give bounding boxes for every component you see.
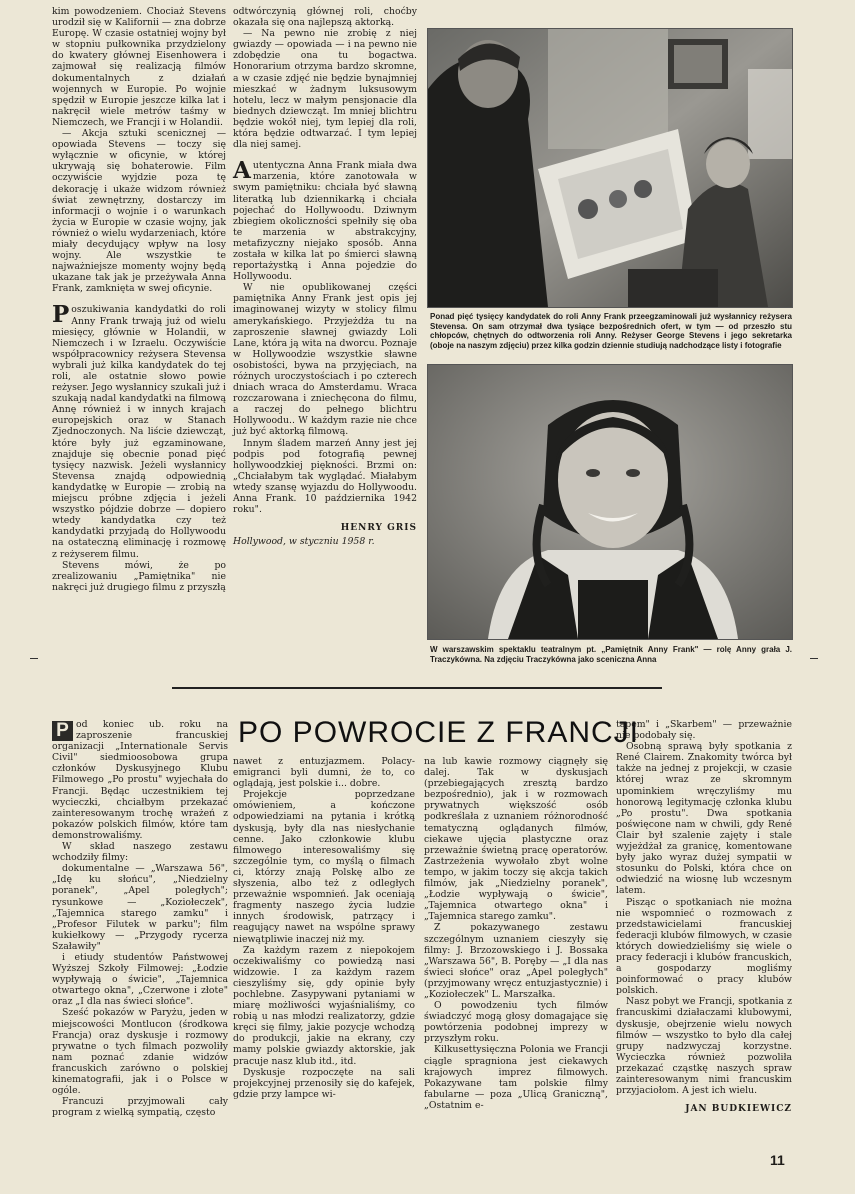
paragraph: tapem" i „Skarbem" — przeważnie nie podobały się. xyxy=(616,719,792,742)
dateline: Hollywood, w styczniu 1958 r. xyxy=(233,536,375,548)
photo-caption-1: Ponad pięć tysięcy kandydatek do roli Anny Frank przeegzaminowali już wysłannicy reżysera Stevensa. On sam otrzymał dwa tysiące bezpośrednich ofert, w tym — od przeszło stu chłopców, chętnych do odtworzenia roli Anny. Reżyser George Stevens i jego sekretarka (oboje na naszym zdjęciu) przez kilka godzin dziennie studiują nadchodzące listy i fotografie xyxy=(430,312,792,350)
photo-image xyxy=(428,29,792,307)
paragraph: na lub kawie rozmowy ciągnęły się dalej. Tak w dyskusjach (przebiegających zresztą bardzo bezpośrednio), jak i w rozmowach prywatnych większość osób podkreślała z uznaniem różnorodność tematyczną oglądanych filmów, ciekawe ujęcia plastyczne oraz przeważnie świetną pracę operatorów. Zastrzeżenia wywołało zbyt wolne tempo, w jakim toczy się akcja takich filmów, jak „Niedzielny poranek", „Łodzie wypływają o świcie", „Tajemnica otwartego okna" i „Tajemnica starego zamku". xyxy=(424,756,608,923)
photo-image xyxy=(428,365,792,639)
paragraph: Za każdym razem z niepokojem oczekiwaliśmy co powiedzą nasi widzowie. I za każdym razem cieszyliśmy się, gdy opinie były pochlebne. Zasypywani pytaniami w miarę możliwości wyjaśnialiśmy, co robią u nas młodzi realizatorzy, gdzie kręci się filmy, jakie pozycje wchodzą do produkcji, jakie na ekrany, czy mamy polskie gwiazdy aktorskie, jak pracuje nasz klub itd., itd. xyxy=(233,944,415,1067)
paragraph xyxy=(233,157,417,283)
paragraph: Osobną sprawą były spotkania z René Clairem. Znakomity twórca był także na jednej z projekcji, w czasie której wraz ze skromnym upominkiem wręczyliśmy mu honorową legitymację członka klubu „Po prostu". Dwa spotkania poświęcone nam w chwili, gdy René Clair był szalenie zajęty i stale wyjeżdżał za granicę, komentowane były jako wyraz dużej sympatii w stosunku do Polski, która chce on odwiedzić na wiosnę lub wczesnym latem. xyxy=(616,741,792,897)
drop-cap-box: P xyxy=(52,721,73,741)
paragraph: — Na pewno nie zrobię z niej gwiazdy — opowiada — i na pewno nie zdobędzie ona tu bogactwa. Honorarium otrzyma bardzo skromne, a w czasie zdjęć nie będzie bynajmniej mieszkać w żadnym luksusowym hotelu, lecz w małym pensjonacie dla biednych dziewcząt. Im mniej blichtru będzie wokół niej, tym lepiej dla roli, która będzie odtwarzać. I tym lepiej dla niej samej. xyxy=(233,28,417,151)
margin-tick xyxy=(30,658,38,659)
article1-column-2 xyxy=(233,6,417,547)
paragraph: W nie opublikowanej części pamiętnika Anny Frank jest opis jej imaginowanej wizyty w stolicy filmu amerykańskiego. Przyjeżdża tu na zaproszenie sławnej gwiazdy Loli Lane, która ją wita na dworcu. Poznaje w Hollywoodzie wszystkie sławne osobistości, bywa na przyjęciach, na różnych uroczystościach i po czterech dniach wraca do Amsterdamu. Wraca rozczarowana i zniechęcona do filmu, a raczej do pełnego blichtru Hollywoodu.. W każdym razie nie chce już być aktorką filmową. xyxy=(233,282,417,438)
author-signature: JAN BUDKIEWICZ xyxy=(685,1104,792,1115)
article2-column-1 xyxy=(52,719,228,1118)
paragraph xyxy=(52,719,228,841)
article1-column-1 xyxy=(52,6,226,593)
drop-cap: A xyxy=(233,157,251,185)
article2-column-2 xyxy=(233,756,415,1100)
author-signature: HENRY GRIS xyxy=(340,523,417,534)
paragraph: i etiudy studentów Państwowej Wyższej Szkoły Filmowej: „Łodzie wypływają o świcie", „Tajemnica otwartego okna", „Czerwone i złote" oraz „I dla nas świeci słońce". xyxy=(52,951,228,1008)
paragraph: nawet z entuzjazmem. Polacy-emigranci byli dumni, że to, co oglądają, jest polskie i... dobre. xyxy=(233,756,415,790)
section-divider xyxy=(172,687,662,689)
paragraph: Z pokazywanego zestawu szczególnym uznaniem cieszyły się filmy: J. Brzozowskiego i J. Bossaka „Warszawa 56", B. Poręby — „I dla nas świeci słońce" oraz „Apel poległych" (przyjmowany wręcz entuzjastycznie) i „Koziołeczek" L. Marszałka. xyxy=(424,922,608,1000)
paragraph: Kilkusettysięczna Polonia we Francji ciągle spragniona jest ciekawych krajowych imprez filmowych. Pokazywane tam polskie filmy fabularne — poza „Ulicą Graniczną", „Ostatnim e- xyxy=(424,1044,608,1111)
paragraph: W skład naszego zestawu wchodziły filmy: xyxy=(52,841,228,864)
photo-stevens-secretary xyxy=(427,28,793,308)
paragraph-text: od koniec ub. roku na zaproszenie francuskiej organizacji „Internationale Servis Civil" siedmioosobowa grupa członków Dyskusyjnego Klubu Filmowego „Po prostu" wyjechała do Francji. Będąc uczestnikiem tej wycieczki, chciałbym przekazać zainteresowanym trochę wrażeń z pokazów polskich filmów, które tam demonstrowaliśmy. xyxy=(52,719,228,841)
article2-column-3 xyxy=(424,756,608,1111)
paragraph: Dyskusje rozpoczęte na sali projekcyjnej przenosiły się do kafejek, gdzie przy lampce wi- xyxy=(233,1066,415,1100)
paragraph: — Akcja sztuki scenicznej — opowiada Stevens — toczy się wyłącznie w oficynie, w której ukrywają się bohaterowie. Film oczywiście wyjdzie poza tę dekorację i ukaże widzom również świat zewnętrzny, dostarczy im informacji o wojnie i o warunkach życia w Europie w czasie wojny, jak również o wielu wydarzeniach, które miały decydujący wpływ na losy wojny. Ale wszystkie te najważniejsze momenty wojny będą ukazane tak jak je przeżywała Anna Frank, zamknięta w swej oficynie. xyxy=(52,128,226,295)
paragraph-text: oszukiwania kandydatki do roli Anny Frank trwają już od wielu miesięcy, głównie w Holandii, w Niemczech i w Izraelu. Oczywiście współpracownicy reżysera Stevensa wybrali już kilka kandydatek do tej roli, ale ostatnie słowo powie reżyser. Jego wysłannicy szukali już i szukają nadal kandydatki na filmową Annę również i w innych krajach europejskich oraz w Stanach Zjednoczonych. Na liście dziewcząt, które były już egzaminowane, znajduje się obecnie ponad pięć tysięcy nazwisk. Jeżeli wysłannicy Stevensa znajdą odpowiednią kandydatkę w Europie — zrobią na miejscu próbne zdjęcia i jeżeli wszystko pójdzie dobrze — dopiero wtedy kandydatka czy też kandydatki przyjadą do Hollywoodu na ostateczną eliminację i rozmowę z reżyserem filmu. xyxy=(52,304,226,560)
paragraph: kim powodzeniem. Chociaż Stevens urodził się w Kalifornii — zna dobrze Europę. W czasie ostatniej wojny był w stopniu pułkownika przydzielony do kwatery głównej Eisenhowera i zajmował się realizacją filmów dokumentalnych z działań wojennych w Europie. Po wojnie spędził w Europie jeszcze kilka lat i nakręcił wiele metrów taśmy w Niemczech, we Francji i w Holandii. xyxy=(52,6,226,128)
paragraph xyxy=(52,301,226,560)
paragraph: Pisząc o spotkaniach nie można nie wspomnieć o rozmowach z przedstawicielami francuskiej federacji klubów filmowych, w czasie których dowiedzieliśmy się wiele o pracy federacji i klubów francuskich, a gospodarzy mogliśmy poinformować o pracy klubów polskich. xyxy=(616,896,792,997)
margin-tick xyxy=(810,658,818,659)
paragraph: dokumentalne — „Warszawa 56", „Idę ku słońcu", „Niedzielny poranek", „Apel poległych"; rysunkowe — „Koziołeczek", „Tajemnica starego zamku" i „Profesor Filutek w parku"; film kukiełkowy — „Przygody rycerza Szaławiły" xyxy=(52,863,228,952)
photo-traczykowna xyxy=(427,364,793,640)
page-number: 11 xyxy=(770,1152,785,1168)
paragraph: Innym śladem marzeń Anny jest jej podpis pod fotografią pewnej hollywoodzkiej piękności. Brzmi on: „Chciałabym tak wyglądać. Miałabym wtedy szansę wyjazdu do Hollywoodu. Anna Frank. 10 października 1942 roku". xyxy=(233,437,417,516)
paragraph: Stevens mówi, że po zrealizowaniu „Pamiętnika" nie nakręci już drugiego filmu z przyszłą xyxy=(52,559,226,593)
paragraph: Sześć pokazów w Paryżu, jeden w miejscowości Montlucon (środkowa Francja) oraz dyskusje i rozmowy prywatne o tych filmach pozwoliły nam poznać zdanie widzów francuskich zarówno o polskiej kinematografii, jak i o Polsce w ogóle. xyxy=(52,1007,228,1097)
paragraph: O powodzeniu tych filmów świadczyć mogą głosy domagające się powtórzenia podobnej imprezy w przyszłym roku. xyxy=(424,1000,608,1045)
paragraph: Francuzi przyjmowali cały program z wielką sympatią, często xyxy=(52,1096,228,1119)
paragraph: Projekcje poprzedzane omówieniem, a kończone odpowiedziami na pytania i krótką dyskusją, były dla nas niesłychanie cenne. Jako członkowie klubu filmowego interesowaliśmy się szczególnie tym, co myślą o filmach ci, którzy znają Polskę albo ze słyszenia, albo też z odległych przeważnie wspomnień. Jak oceniają fragmenty naszego życia ludzie innych środowisk, patrzący i reagujący nawet na wspólne sprawy niewątpliwie inaczej niż my. xyxy=(233,789,415,945)
photo-caption-2: W warszawskim spektaklu teatralnym pt. „Pamiętnik Anny Frank" — rolę Anny grała J. Traczykówna. Na zdjęciu Traczykówna jako sceniczna Anna xyxy=(430,645,792,664)
drop-cap: P xyxy=(52,301,70,329)
paragraph: Nasz pobyt we Francji, spotkania z francuskimi działaczami klubowymi, dyskusje, obejrzenie wielu nowych filmów — wszystko to było dla całej grupy nadzwyczaj korzystne. Wycieczka również pozwoliła przekazać cząstkę naszych spraw zainteresowanym nimi francuskim przyjaciołom. A jest ich wielu. xyxy=(616,996,792,1097)
article2-headline: PO POWROCIE Z FRANCJI xyxy=(238,716,640,749)
article2-column-4 xyxy=(616,719,792,1115)
paragraph-text: utentyczna Anna Frank miała dwa marzenia, które zanotowała w swym pamiętniku: chciała być sławną literatką lub dziennikarką i chciała pojechać do Hollywoodu. Dziwnym zbiegiem okoliczności spełniły się oba te marzenia w abstrakcyjny, metafizyczny niejako sposób. Anna została w kilka lat po śmierci sławną reportażystką i Anna pojedzie do Hollywoodu. xyxy=(233,160,417,283)
paragraph: odtwórczynią głównej roli, choćby okazała się ona najlepszą aktorką. xyxy=(233,6,417,29)
